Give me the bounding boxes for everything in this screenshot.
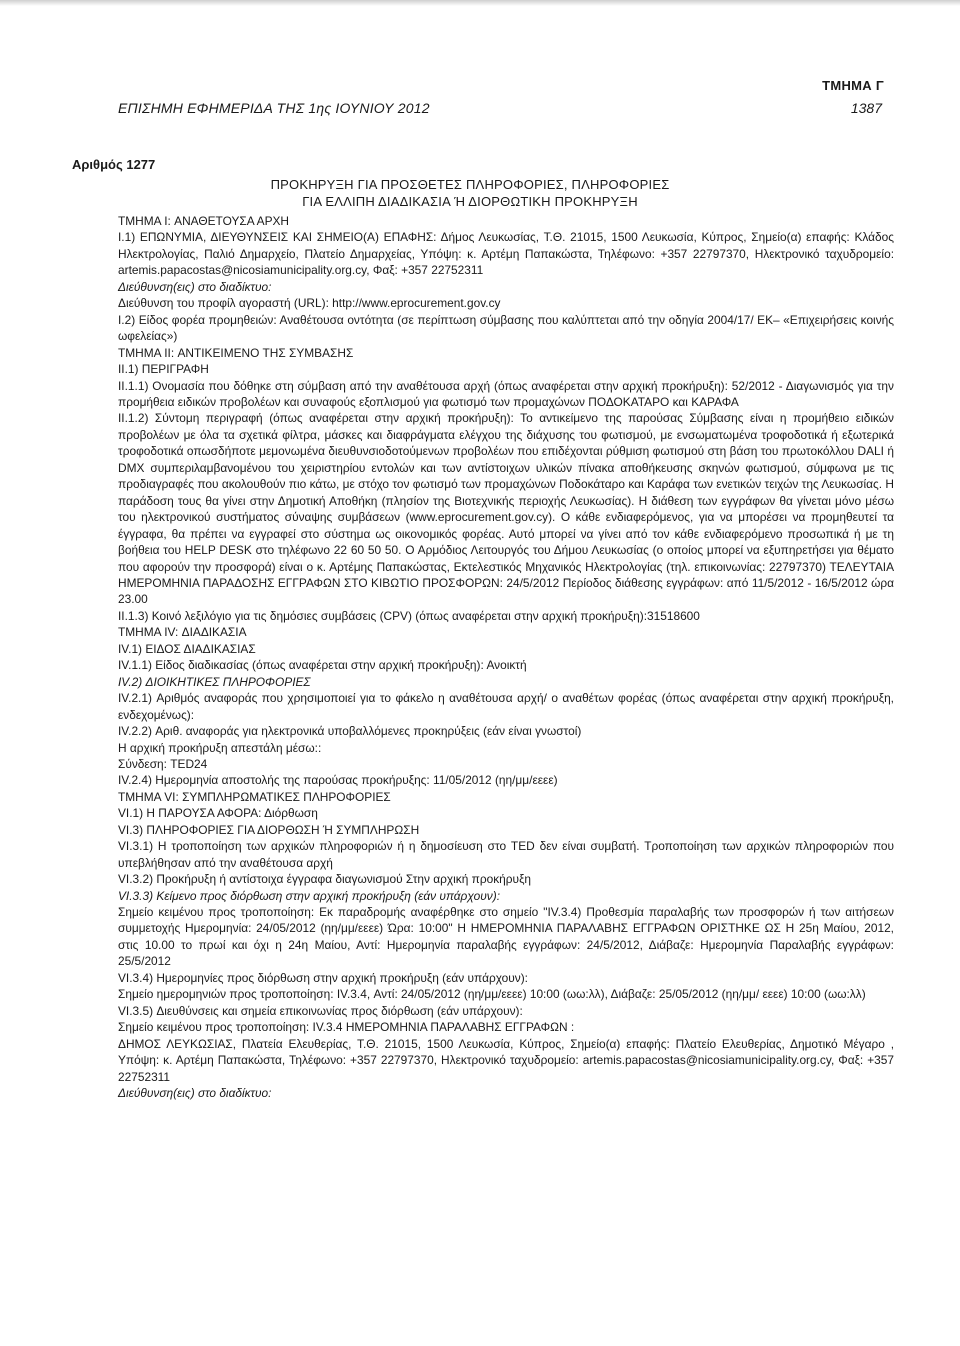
paragraph-i-2: I.2) Είδος φορέα προμηθειών: Αναθέτουσα οντότητα (σε περίπτωση σύμβασης που καλύπτεται από την οδηγία 2004/17/ ΕΚ– «Επιχειρήσεις κοινής ωφελείας») (118, 312, 894, 344)
paragraph-sent-via: Η αρχική προκήρυξη απεστάλη μέσω:: (118, 740, 322, 755)
paragraph-vi-3-5: VI.3.5) Διευθύνσεις και σημεία επικοινωνίας προς διόρθωση (εάν υπάρχουν): (118, 1003, 523, 1018)
paragraph-vi-3-4-text: Σημείο ημερομηνιών προς τροποποίηση: IV.3.4, Αντί: 24/05/2012 (ηη/μμ/εεεε) 10:00 (ωω:λλ), Διάβαζε: 25/05/2012 (ηη/μμ/ εεεε) 10:00 (ωω:λλ) (118, 987, 866, 1002)
paragraph-internet-address-2: Διεύθυνση(εις) στο διαδίκτυο: (118, 1086, 272, 1101)
paragraph-iv-2-1: IV.2.1) Αριθμός αναφοράς που χρησιμοποιεί για το φάκελο η αναθέτουσα αρχή/ ο αναθέτων φορέας (όπως αναφέρεται στην αρχική προκήρυξη, ενδεχομένως): (118, 691, 894, 722)
paragraph-internet-address: Διεύθυνση(εις) στο διαδίκτυο: (118, 279, 272, 294)
notice-body (118, 213, 894, 1101)
paragraph-vi-3-3-text: Σημείο κειμένου προς τροποποίηση: Εκ παραδρομής αναφέρθηκε στο σημείο "IV.3.4) Προθεσμία παραλαβής των προσφορών ή των αιτήσεων συμμετοχής Ημερομηνία: 24/05/2012 (ηη/μμ/εεεε) Ώρα: 10:00" Η ΗΜΕΡΟΜΗΝΙΑ ΠΑΡΑΛΑΒΗΣ ΕΓΓΡΑΦΩΝ ΟΡΙΣΤΗΚΕ ΩΣ Η 25η Μαίου, 2012, στις 10.00 το πρωί και όχι η 24η Μαίου, Αντί: Ημερομηνία παραλαβής εγγράφων: 24/5/2012, Διάβαζε: Ημερομηνία Παραλαβής εγγράφων: 25/5/2012 (118, 905, 894, 969)
paragraph-buyer-profile-url: Διεύθυνση του προφίλ αγοραστή (URL): http://www.eprocurement.gov.cy (118, 296, 501, 311)
section-heading-iv: ΤΜΗΜΑ IV: ΔΙΑΔΙΚΑΣΙΑ (118, 625, 247, 640)
subheading-ii-1: II.1) ΠΕΡΙΓΡΑΦΗ (118, 362, 209, 377)
paragraph-iv-2-4: IV.2.4) Ημερομηνία αποστολής της παρούσας προκήρυξης: 11/05/2012 (ηη/μμ/εεεε) (118, 773, 558, 788)
document-title-line-1: ΠΡΟΚΗΡΥΞΗ ΓΙΑ ΠΡΟΣΘΕΤΕΣ ΠΛΗΡΟΦΟΡΙΕΣ, ΠΛΗΡΟΦΟΡΙΕΣ (270, 177, 670, 192)
paragraph-connection: Σύνδεση: TED24 (118, 756, 208, 771)
notice-number: Αριθμός 1277 (72, 157, 156, 172)
paragraph-iv-2-2: IV.2.2) Αριθ. αναφοράς για ηλεκτρονικά υποβαλλόμενες προκηρύξεις (εάν είναι γνωστοί) (118, 724, 582, 739)
subheading-iv-2: IV.2) ΔΙΟΙΚΗΤΙΚΕΣ ΠΛΗΡΟΦΟΡΙΕΣ (118, 674, 311, 689)
document-title-line-2: ΓΙΑ ΕΛΛΙΠΗ ΔΙΑΔΙΚΑΣΙΑ Ή ΔΙΟΡΘΩΤΙΚΗ ΠΡΟΚΗΡΥΞΗ (302, 194, 638, 209)
gazette-title: ΕΠΙΣΗΜΗ ΕΦΗΜΕΡΙΔΑ ΤΗΣ 1ης ΙΟΥΝΙΟΥ 2012 (118, 100, 430, 116)
section-heading-vi: ΤΜΗΜΑ VI: ΣΥΜΠΛΗΡΩΜΑΤΙΚΕΣ ΠΛΗΡΟΦΟΡΙΕΣ (118, 789, 391, 804)
paragraph-vi-1: VI.1) Η ΠΑΡΟΥΣΑ ΑΦΟΡΑ: Διόρθωση (118, 806, 318, 821)
paragraph-vi-3-4: VI.3.4) Ημερομηνίες προς διόρθωση στην αρχική προκήρυξη (εάν υπάρχουν): (118, 970, 528, 985)
paragraph-vi-3-2: VI.3.2) Προκήρυξη ή αντίστοιχα έγγραφα διαγωνισμού Στην αρχική προκήρυξη (118, 872, 532, 887)
paragraph-vi-3-1: VI.3.1) Η τροποποίηση των αρχικών πληροφοριών ή η δημοσίευση στο TED δεν είναι συμβατή. Τροποποίηση των αρχικών πληροφοριών που υπεβλήθησαν από την αναθέτουσα αρχή (118, 839, 894, 870)
section-heading-ii: ΤΜΗΜΑ II: ΑΝΤΙΚΕΙΜΕΝΟ ΤΗΣ ΣΥΜΒΑΣΗΣ (118, 345, 354, 360)
paragraph-iv-1-1: IV.1.1) Είδος διαδικασίας (όπως αναφέρεται στην αρχική προκήρυξη): Ανοικτή (118, 658, 527, 673)
document-title (200, 176, 740, 210)
paragraph-i-1: I.1) ΕΠΩΝΥΜΙΑ, ΔΙΕΥΘΥΝΣΕΙΣ ΚΑΙ ΣΗΜΕΙΟ(Α) ΕΠΑΦΗΣ: Δήμος Λευκωσίας, Τ.Θ. 21015, 1500 Λευκωσία, Κύπρος, Σημείο(α) επαφής: Κλάδος Ηλεκτρολογίας, Παλιό Δημαρχείο, Πλατείο Δημαρχείας, Υπόψη: κ. Αρτέμη Παπακώστα, Τηλέφωνο: +357 22797370, Ηλεκτρονικό ταχυδρομείο: artemis.papacostas@nicosiamunicipality.org.cy, Φαξ: +357 22752311 (118, 230, 894, 278)
paragraph-vi-3-3: VI.3.3) Κείμενο προς διόρθωση στην αρχική προκήρυξη (εάν υπάρχουν): (118, 888, 500, 903)
paragraph-vi-3-5-address: ΔΗΜΟΣ ΛΕΥΚΩΣΙΑΣ, Πλατεία Ελευθερίας, Τ.Θ. 21015, 1500 Λευκωσία, Κύπρος, Σημείο(α) επαφής: Πλατείο Ελευθερίας, Δημοτικό Μέγαρο , Υπόψη: κ. Αρτέμη Παπακώστα, Τηλέφωνο: +357 22797370, Ηλεκτρονικό ταχυδρομείο: artemis.papacostas@nicosiamunicipality.org.cy, Φαξ: +357 22752311 (118, 1036, 894, 1084)
paragraph-ii-1-1: II.1.1) Ονομασία που δόθηκε στη σύμβαση από την αναθέτουσα αρχή (όπως αναφέρεται στην αρχική προκήρυξη): 52/2012 - Διαγωνισμός για την προμήθεια ειδικών προβολέων και συναφούς εξοπλισμού για φωτισμό των προμαχώνων ΠΟΔΟΚΑΤΑΡΟ και ΚΑΡΑΦΑ (118, 378, 894, 409)
section-heading-i: ΤΜΗΜΑ I: ΑΝΑΘΕΤΟΥΣΑ ΑΡΧΗ (118, 214, 290, 228)
page-number: 1387 (850, 100, 882, 116)
paragraph-vi-3-5-point: Σημείο κειμένου προς τροποποίηση: IV.3.4 ΗΜΕΡΟΜΗΝΙΑ ΠΑΡΑΛΑΒΗΣ ΕΓΓΡΑΦΩΝ : (118, 1020, 575, 1035)
paragraph-ii-1-2: II.1.2) Σύντομη περιγραφή (όπως αναφέρεται στην αρχική προκήρυξη): Το αντικείμενο της παρούσας Σύμβασης είναι η προμήθειο ειδικών προβολέων με όλα τα σχετικά φίλτρα, μάσκες και διαφράγματα ελέγχου της διάχυσης του φωτισμού, με ενσωματωμένα τροφοδοτικά ή εξωτερικά τροφοδοτικά οπωσδήποτε μεμονωμένα διευθυνσιοδοτούμενων προβολέων που επιδέχονται ρύθμιση φωτισμού στη βάση του πρωτοκόλλου DALI ή DMX συμπεριλαμβανομένου του χειριστηρίου εντολών και των αντίστοιχων υλικών πίνακα αποθήκευσης σκηνών φωτισμού, σύμφωνα με τις προδιαγραφές που ακολουθούν πιο κάτω, με στόχο τον φωτισμό των προμαχώνων Ποδοκάταρο και Καράφα των ενετικών τειχών της Λευκωσίας. Η παράδοση τους θα γίνει στην Δημοτική Αποθήκη (πλησίον της Βιοτεχνικής περιοχής Λευκωσίας). Η διάθεση των εγγράφων θα γίνεται μόνο μέσω του ηλεκτρονικού συστήματος σύναψης συμβάσεων (www.eprocurement.gov.cy). Ο κάθε ενδιαφερόμενος, για να μπορέσει να προμηθευτεί τα έγγραφα, θα πρέπει να εγγραφεί στο σύστημα ως οικονομικός φορέας. Αυτό μπορεί να γίνει από τον κάθε ενδιαφερόμενο προσωπικά ή με τη βοήθεια του HELP DESK στο τηλέφωνο 22 60 50 50. Ο Αρμόδιος Λειτουργός του Δήμου Λευκωσίας (ο οποίος μπορεί να εξυπηρετήσει για θέματο που αφορούν την προσφορά) είναι ο κ. Αρτέμης Παπακώστας, Εκτελεστικός Μηχανικός Ηλεκτρολογίας (τηλ. επικοινωνίας: 22797370) ΤΕΛΕΥΤΑΙΑ ΗΜΕΡΟΜΗΝΙΑ ΠΑΡΑΔΟΣΗΣ ΕΓΓΡΑΦΩΝ ΣΤΟ ΚΙΒΩΤΙΟ ΠΡΟΣΦΟΡΩΝ: 24/5/2012 Περίοδος διάθεσης εγγράφων: από 11/5/2012 - 16/5/2012 ώρα 23.00 (118, 411, 894, 607)
subheading-iv-1: IV.1) ΕΙΔΟΣ ΔΙΑΔΙΚΑΣΙΑΣ (118, 641, 256, 656)
section-label: ΤΜΗΜΑ Γ (822, 78, 884, 93)
subheading-vi-3: VI.3) ΠΛΗΡΟΦΟΡΙΕΣ ΓΙΑ ΔΙΟΡΘΩΣΗ Ή ΣΥΜΠΛΗΡΩΣΗ (118, 822, 420, 837)
paragraph-ii-1-3: II.1.3) Κοινό λεξιλόγιο για τις δημόσιες συμβάσεις (CPV) (όπως αναφέρεται στην αρχική προκήρυξη):31518600 (118, 608, 700, 623)
scan-edge (0, 0, 960, 6)
